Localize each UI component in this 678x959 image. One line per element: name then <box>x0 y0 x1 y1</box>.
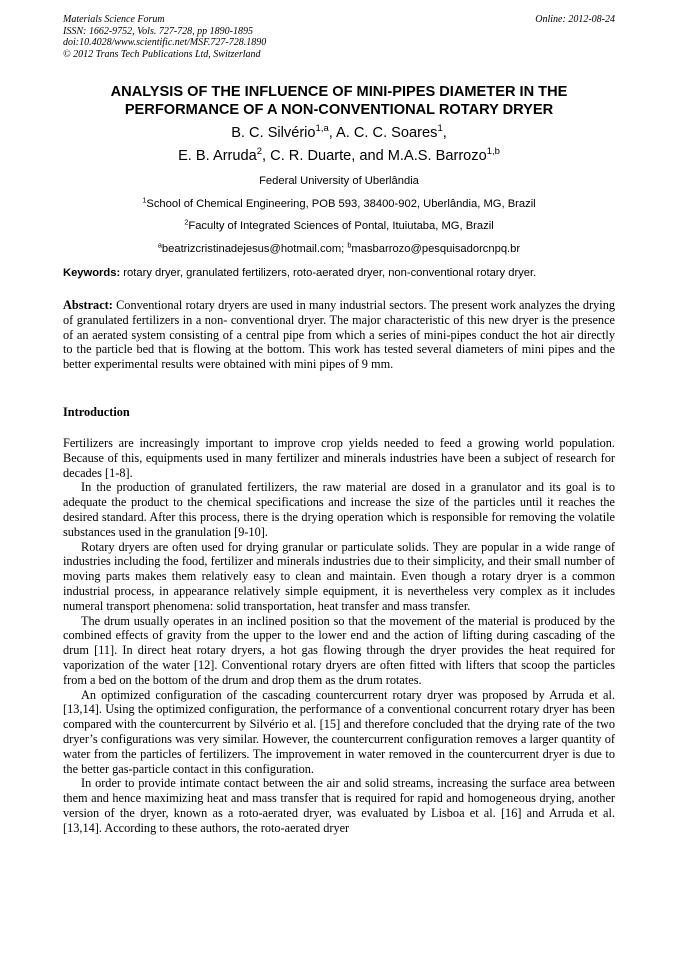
keywords-label: Keywords: <box>63 267 121 279</box>
paragraph: An optimized configuration of the cascading countercurrent rotary dryer was proposed by Arruda et al. [13,14]. Using the optimized configuration, the performance of a conventional concurrent rotary dryer has been compared with the countercurrent by Silvério et al. [15] and therefore concluded that the drying rate of the two dryer’s configurations was very similar. However, the countercurrent configuration removes a larger quantity of water from the particles of fertilizers. The improvement in water removed in the countercurrent dryer is due to the better gas-particle contact in this configuration. <box>63 687 615 776</box>
affiliation-1-sup: 1 <box>142 194 147 204</box>
paragraph: Fertilizers are increasingly important to improve crop yields needed to feed a growing world population. Because of this, equipments used in many fertilizer and minerals industries have been a subject of research for decades [1-8]. <box>63 436 615 480</box>
abstract-text: Conventional rotary dryers are used in many industrial sectors. The present work analyzes the drying of granulated fertilizers in a non- conventional dryer. The major characteristic of this new dryer is the presence of an aerated system consisting of a central pipe from which a series of mini-pipes conduct the hot air directly to the particle bed that is flowing at the bottom. This work has tested several diameters of mini pipes and the better experimental results were obtained with mini pipes of 9 mm. <box>63 298 615 372</box>
affiliations <box>63 170 615 260</box>
copyright-line: © 2012 Trans Tech Publications Ltd, Switzerland <box>63 48 261 60</box>
issn-line: ISSN: 1662-9752, Vols. 727-728, pp 1890-1895 <box>63 25 253 37</box>
keywords <box>63 266 615 280</box>
email-b-sup: b <box>347 239 352 249</box>
paragraph: In order to provide intimate contact between the air and solid streams, increasing the surface area between them and hence maximizing heat and mass transfer that is required for rapid and homogeneous drying, another version of the dryer, known as a roto-aerated dryer, was evaluated by Lisboa et al. [16] and Arruda et al. [13,14]. According to these authors, the roto-aerated dryer <box>63 776 615 835</box>
university: Federal University of Uberlândia <box>259 175 419 187</box>
author-3-sup: 2 <box>256 145 263 157</box>
author-list <box>63 122 615 167</box>
author-2-sup: 1 <box>437 123 443 135</box>
affiliation-2-sup: 2 <box>184 217 189 227</box>
author-separator: , <box>328 125 337 141</box>
keywords-text: rotary dryer, granulated fertilizers, roto-aerated dryer, non-conventional rotary dryer. <box>120 267 537 279</box>
affiliation-2-text: Faculty of Integrated Sciences of Pontal, Ituiutaba, MG, Brazil <box>188 220 494 232</box>
abstract <box>63 298 615 372</box>
email-b: masbarrozo@pesquisadorcnpq.br <box>351 242 521 255</box>
author-4-5: , C. R. Duarte, and M.A.S. Barrozo <box>262 147 487 164</box>
affiliation-1 <box>63 193 615 216</box>
author-line-2 <box>63 145 615 168</box>
author-1-sup: 1,a <box>315 123 329 135</box>
paper-title: ANALYSIS OF THE INFLUENCE OF MINI-PIPES DIAMETER IN THE PERFORMANCE OF A NON-CONVENTIONAL ROTARY DRYER <box>110 84 568 118</box>
author-separator: , <box>442 125 447 141</box>
paragraph: Rotary dryers are often used for drying granular or particulate solids. They are popular in a wide range of industries including the food, fertilizer and minerals industries due to their simplicity, and their small number of moving parts makes them relatively easy to clean and maintain. Even though a rotary dryer is a common industrial process, in appearance relatively simple equipment, it is nevertheless very complex as it includes numeral transport phenomena: solid transportation, heat transfer and mass transfer. <box>63 539 615 613</box>
section-heading-introduction: Introduction <box>63 405 130 419</box>
introduction-body <box>63 436 615 836</box>
journal-header <box>63 14 615 60</box>
paragraph: In the production of granulated fertilizers, the raw material are dosed in a granulator and its goal is to adequate the product to the chemical specifications and increase the size of the particles until it reaches the desired standard. After this process, there is the drying operation which is responsible for removing the volatile substances used in the granulation [9-10]. <box>63 480 615 539</box>
email-a: beatrizcristinadejesus@hotmail.com; <box>161 242 345 255</box>
doi-line: doi:10.4028/www.scientific.net/MSF.727-728.1890 <box>63 37 267 48</box>
affiliation-2 <box>63 215 615 238</box>
email-a-sup: a <box>157 239 162 249</box>
author-2: A. C. C. Soares <box>336 125 438 141</box>
emails <box>63 238 615 261</box>
author-line-1 <box>63 122 615 145</box>
author-5-sup: 1,b <box>486 145 500 157</box>
abstract-label: Abstract: <box>63 298 113 312</box>
affiliation-1-text: School of Chemical Engineering, POB 593, 38400-902, Uberlândia, MG, Brazil <box>146 197 536 210</box>
paragraph: The drum usually operates in an inclined position so that the movement of the material is produced by the combined effects of gravity from the upper to the lower end and the action of lifting during cascading of the drum [11]. In direct heat rotary dryers, a hot gas flowing through the dryer provides the heat required for vaporization of the water [12]. Conventional rotary dryers are often fitted with lifters that scoop the particles from a bed on the bottom of the drum and drop them as the drum rotates. <box>63 613 615 687</box>
online-date: Online: 2012-08-24 <box>535 14 615 25</box>
journal-name: Materials Science Forum <box>63 14 165 25</box>
author-1: B. C. Silvério <box>231 125 316 141</box>
author-3: E. B. Arruda <box>178 147 257 164</box>
